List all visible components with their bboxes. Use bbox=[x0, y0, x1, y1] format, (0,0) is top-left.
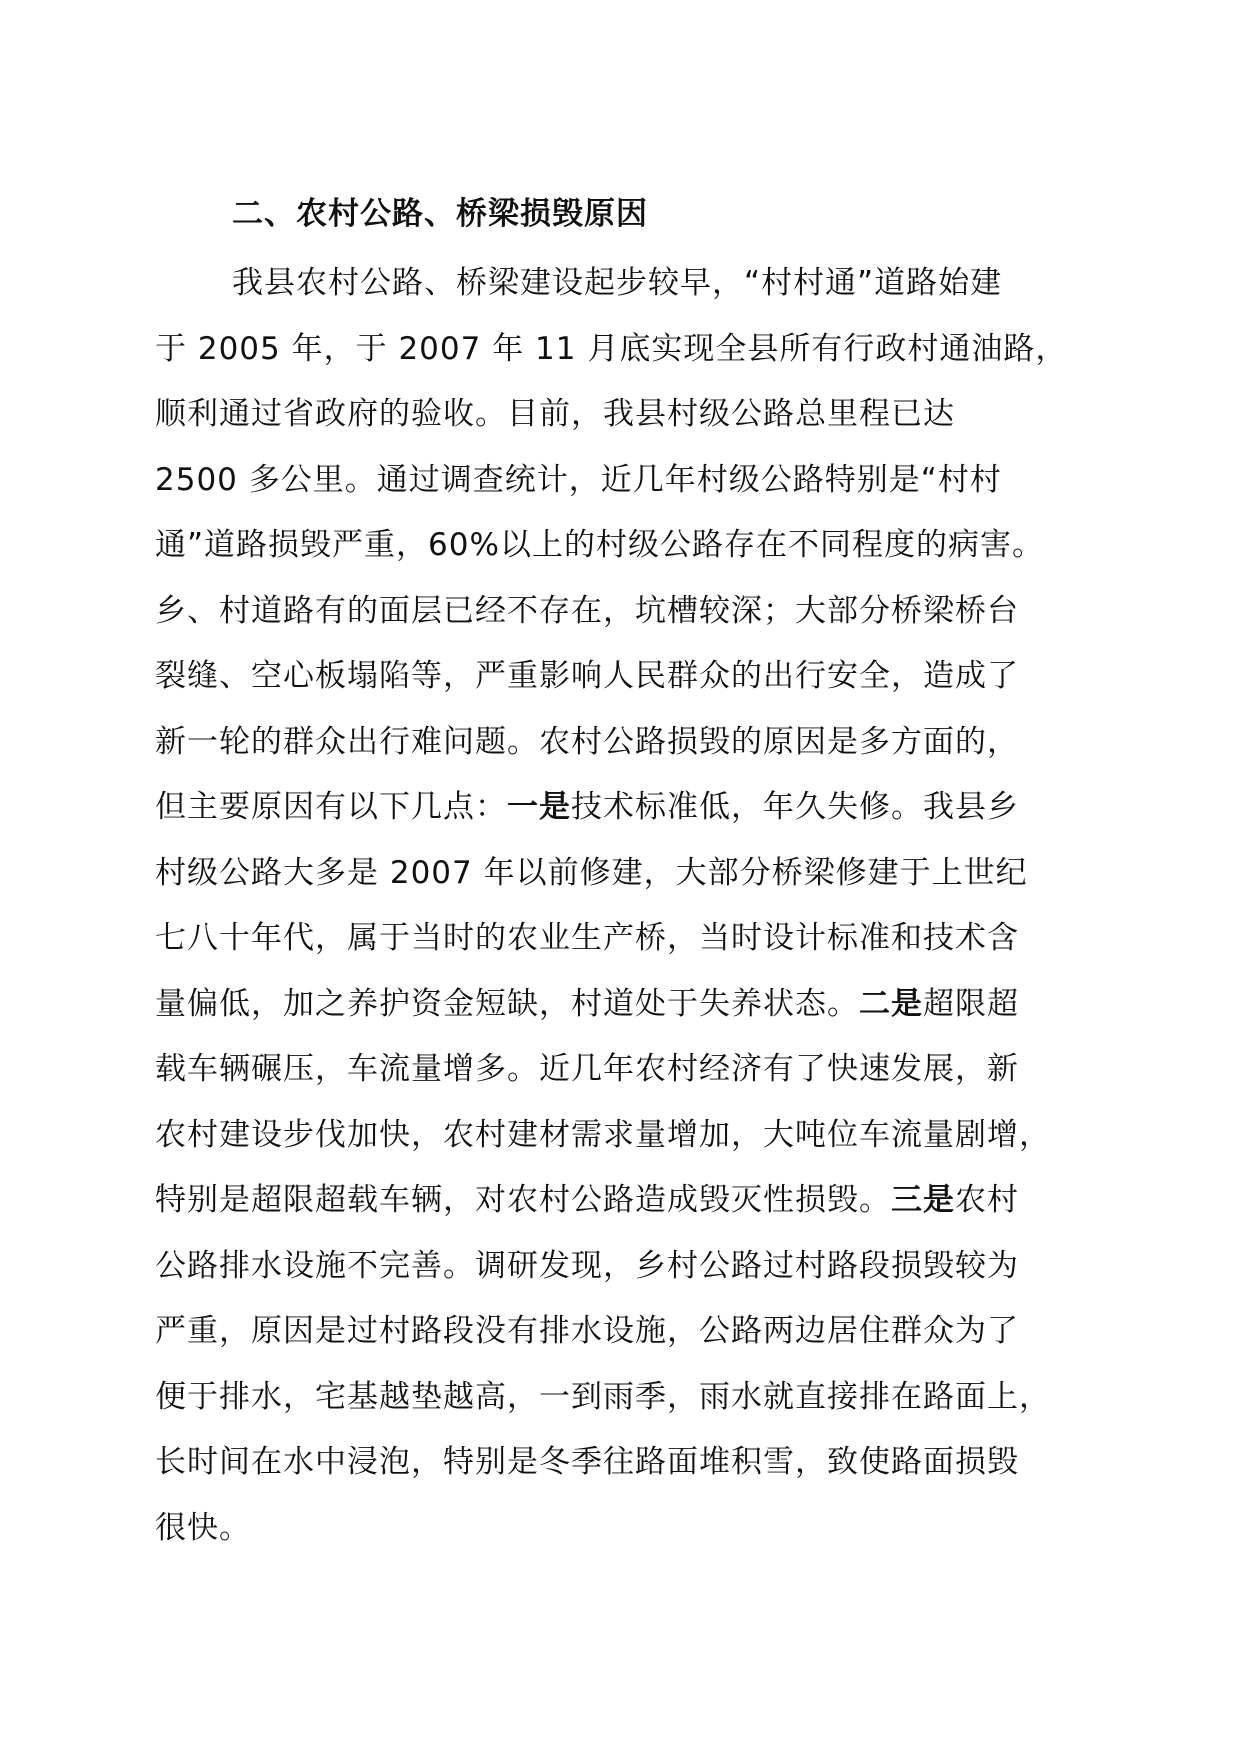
section-heading: 二、农村公路、桥梁损毁原因 bbox=[232, 196, 648, 232]
paragraph-line bbox=[155, 251, 1085, 317]
line-text: 裂缝、空心板塌陷等，严重影响人民群众的出行安全，造成了 bbox=[155, 658, 1019, 694]
paragraph-line bbox=[155, 579, 1085, 645]
paragraph-line bbox=[155, 1168, 1085, 1234]
paragraph-line bbox=[155, 1234, 1085, 1300]
line-text: 村级公路大多是 2007 年以前修建，大部分桥梁修建于上世纪 bbox=[155, 854, 1028, 891]
line-text: 2500 多公里。通过调查统计，近几年村级公路特别是“村村 bbox=[155, 461, 1002, 498]
paragraph-line bbox=[155, 382, 1085, 448]
line-text: 顺利通过省政府的验收。目前，我县村级公路总里程已达 bbox=[155, 396, 955, 432]
paragraph-line bbox=[155, 1496, 1085, 1562]
paragraph-line bbox=[155, 1103, 1085, 1169]
paragraph-line bbox=[155, 513, 1085, 579]
line-text: 很快。 bbox=[155, 1509, 251, 1546]
paragraph-line bbox=[155, 906, 1085, 972]
line-text: 新一轮的群众出行难问题。农村公路损毁的原因是多方面的， bbox=[155, 723, 1019, 760]
paragraph-line bbox=[155, 710, 1085, 776]
paragraph-line bbox=[155, 317, 1085, 383]
line-text: 乡、村道路有的面层已经不存在，坑槽较深；大部分桥梁桥台 bbox=[155, 592, 1019, 629]
paragraph-line bbox=[155, 775, 1085, 841]
line-text: 但主要原因有以下几点： bbox=[155, 789, 507, 825]
point-marker-two: 二是 bbox=[859, 985, 923, 1022]
line-text: 通”道路损毁严重，60%以上的村级公路存在不同程度的病害。 bbox=[155, 527, 1044, 563]
line-text: 超限超 bbox=[923, 985, 1019, 1022]
line-text: 公路排水设施不完善。调研发现，乡村公路过村路段损毁较为 bbox=[155, 1247, 1019, 1284]
paragraph-line bbox=[155, 1430, 1085, 1496]
paragraph-line bbox=[155, 448, 1085, 514]
line-text: 便于排水，宅基越垫越高，一到雨季，雨水就直接排在路面上， bbox=[155, 1378, 1051, 1415]
paragraph-line bbox=[155, 972, 1085, 1038]
paragraph-line bbox=[155, 1365, 1085, 1431]
line-text: 特别是超限超载车辆，对农村公路造成毁灭性损毁。 bbox=[155, 1182, 891, 1218]
paragraph-line bbox=[155, 841, 1085, 907]
line-text: 严重，原因是过村路段没有排水设施，公路两边居住群众为了 bbox=[155, 1313, 1019, 1349]
line-text: 七八十年代，属于当时的农业生产桥，当时设计标准和技术含 bbox=[155, 920, 1019, 956]
paragraph-line bbox=[155, 1037, 1085, 1103]
line-text: 载车辆碾压，车流量增多。近几年农村经济有了快速发展，新 bbox=[155, 1051, 1019, 1087]
point-marker-one: 一是 bbox=[507, 789, 571, 825]
line-text: 农村建设步伐加快，农村建材需求量增加，大吨位车流量剧增， bbox=[155, 1116, 1051, 1153]
line-text: 量偏低，加之养护资金短缺，村道处于失养状态。 bbox=[155, 985, 859, 1022]
line-text: 长时间在水中浸泡，特别是冬季往路面堆积雪，致使路面损毁 bbox=[155, 1444, 1019, 1480]
line-text: 农村 bbox=[955, 1182, 1019, 1218]
paragraph-line bbox=[155, 1299, 1085, 1365]
paragraph-line bbox=[155, 644, 1085, 710]
body-paragraph bbox=[155, 251, 1085, 1561]
line-text: 技术标准低，年久失修。我县乡 bbox=[571, 789, 1019, 825]
line-text: 我县农村公路、桥梁建设起步较早，“村村通”道路始建 bbox=[232, 265, 1003, 301]
line-text: 于 2005 年，于 2007 年 11 月底实现全县所有行政村通油路， bbox=[155, 330, 1068, 367]
point-marker-three: 三是 bbox=[891, 1182, 955, 1218]
